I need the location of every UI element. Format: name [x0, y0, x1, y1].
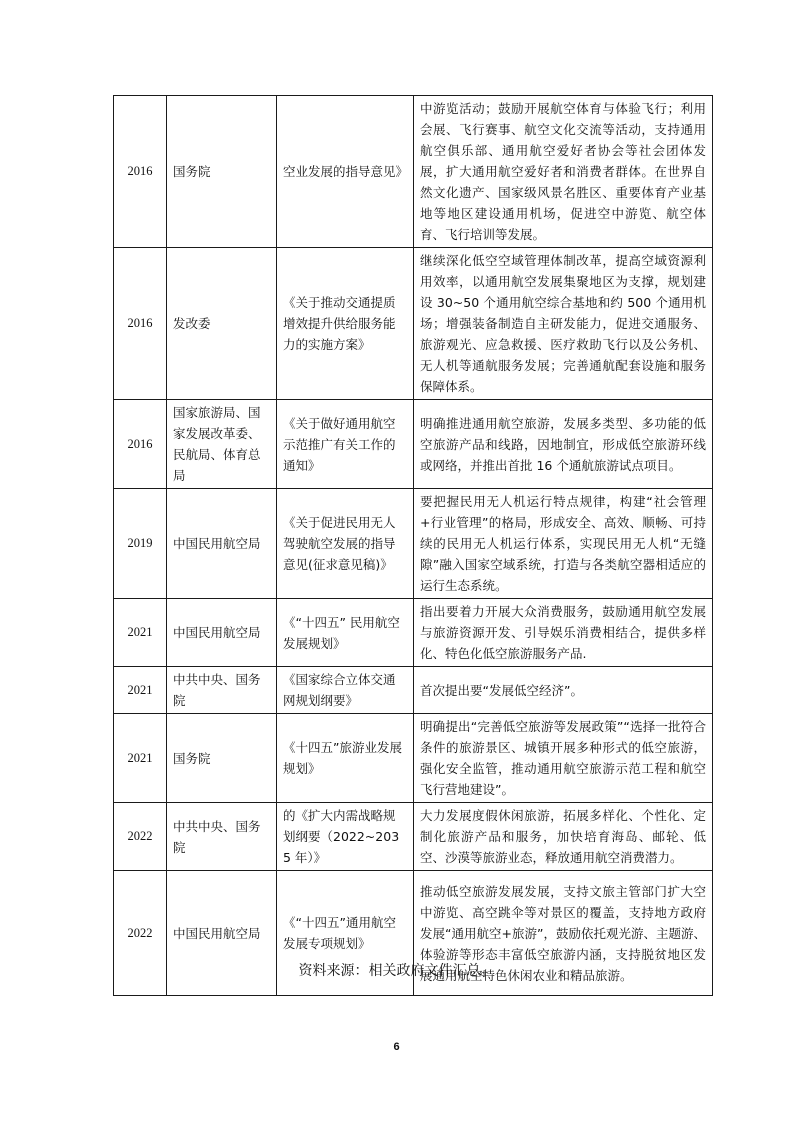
page-number: 6	[393, 1041, 400, 1053]
department-cell: 中国民用航空局	[167, 489, 277, 599]
department-cell: 中国民用航空局	[167, 871, 277, 996]
document-cell: 《“十四五”通用航空发展专项规划》	[277, 871, 414, 996]
table-row	[114, 96, 713, 248]
department-cell: 发改委	[167, 248, 277, 400]
document-cell: 的《扩大内需战略规划纲要（2022~2035 年）》	[277, 803, 414, 871]
table-row	[114, 248, 713, 400]
policy-table	[113, 95, 713, 996]
document-cell: 《国家综合立体交通网规划纲要》	[277, 667, 414, 714]
year-cell: 2016	[114, 248, 167, 400]
content-cell: 大力发展度假休闲旅游，拓展多样化、个性化、定制化旅游产品和服务，加快培育海岛、邮轮、低空、沙漠等旅游业态，释放通用航空消费潜力。	[414, 803, 713, 871]
year-cell: 2022	[114, 803, 167, 871]
year-cell: 2021	[114, 599, 167, 667]
content-cell: 继续深化低空空域管理体制改革，提高空域资源利用效率，以通用航空发展集聚地区为支撑，规划建设 30~50 个通用航空综合基地和约 500 个通用机场；增强装备制造自主研发能力，促进交通服务、旅游观光、应急救援、医疗救助飞行以及公务机、无人机等通航服务发展；完善通航配套设施和服务保障体系。	[414, 248, 713, 400]
content-cell: 指出要着力开展大众消费服务，鼓励通用航空发展与旅游资源开发、引导娱乐消费相结合，提供多样化、特色化低空旅游服务产品.	[414, 599, 713, 667]
department-cell: 中共中央、国务院	[167, 667, 277, 714]
document-cell: 空业发展的指导意见》	[277, 96, 414, 248]
year-cell: 2019	[114, 489, 167, 599]
year-cell: 2022	[114, 871, 167, 996]
table-row	[114, 599, 713, 667]
department-cell: 国家旅游局、国家发展改革委、民航局、体育总局	[167, 400, 277, 489]
document-cell: 《关于推动交通提质增效提升供给服务能力的实施方案》	[277, 248, 414, 400]
department-cell: 国务院	[167, 96, 277, 248]
document-cell: 《关于促进民用无人驾驶航空发展的指导意见(征求意见稿)》	[277, 489, 414, 599]
year-cell: 2016	[114, 96, 167, 248]
year-cell: 2016	[114, 400, 167, 489]
document-cell: 《关于做好通用航空示范推广有关工作的通知》	[277, 400, 414, 489]
content-cell: 首次提出要“发展低空经济”。	[414, 667, 713, 714]
document-cell: 《十四五”旅游业发展规划》	[277, 714, 414, 803]
content-cell: 推动低空旅游发展发展，支持文旅主管部门扩大空中游览、高空跳伞等对景区的覆盖，支持地方政府发展“通用航空+旅游”，鼓励依托观光游、主题游、体验游等形态丰富低空旅游内涵，支持脱贫地区发展通用航空特色休闲农业和精品旅游。	[414, 871, 713, 996]
department-cell: 国务院	[167, 714, 277, 803]
content-cell: 明确推进通用航空旅游，发展多类型、多功能的低空旅游产品和线路，因地制宜，形成低空旅游环线或网络，并推出首批 16 个通航旅游试点项目。	[414, 400, 713, 489]
year-cell: 2021	[114, 667, 167, 714]
table-row	[114, 489, 713, 599]
department-cell: 中国民用航空局	[167, 599, 277, 667]
year-cell: 2021	[114, 714, 167, 803]
department-cell: 中共中央、国务院	[167, 803, 277, 871]
policy-table-body	[114, 96, 713, 996]
table-row	[114, 667, 713, 714]
table-row	[114, 714, 713, 803]
source-note: 资料来源：相关政府文件汇总。	[298, 963, 495, 979]
document-cell: 《“十四五” 民用航空发展规划》	[277, 599, 414, 667]
content-cell: 明确提出“完善低空旅游等发展政策”“选择一批符合条件的旅游景区、城镇开展多种形式的低空旅游，强化安全监管，推动通用航空旅游示范工程和航空飞行营地建设”。	[414, 714, 713, 803]
content-cell: 中游览活动；鼓励开展航空体育与体验飞行；利用会展、飞行赛事、航空文化交流等活动，支持通用航空俱乐部、通用航空爱好者协会等社会团体发展，扩大通用航空爱好者和消费者群体。在世界自然文化遗产、国家级风景名胜区、重要体育产业基地等地区建设通用机场，促进空中游览、航空体育、飞行培训等发展。	[414, 96, 713, 248]
table-row	[114, 400, 713, 489]
table-row	[114, 803, 713, 871]
content-cell: 要把握民用无人机运行特点规律，构建“社会管理+行业管理”的格局，形成安全、高效、顺畅、可持续的民用无人机运行体系，实现民用无人机“无缝隙”融入国家空域系统，打造与各类航空器相适应的运行生态系统。	[414, 489, 713, 599]
